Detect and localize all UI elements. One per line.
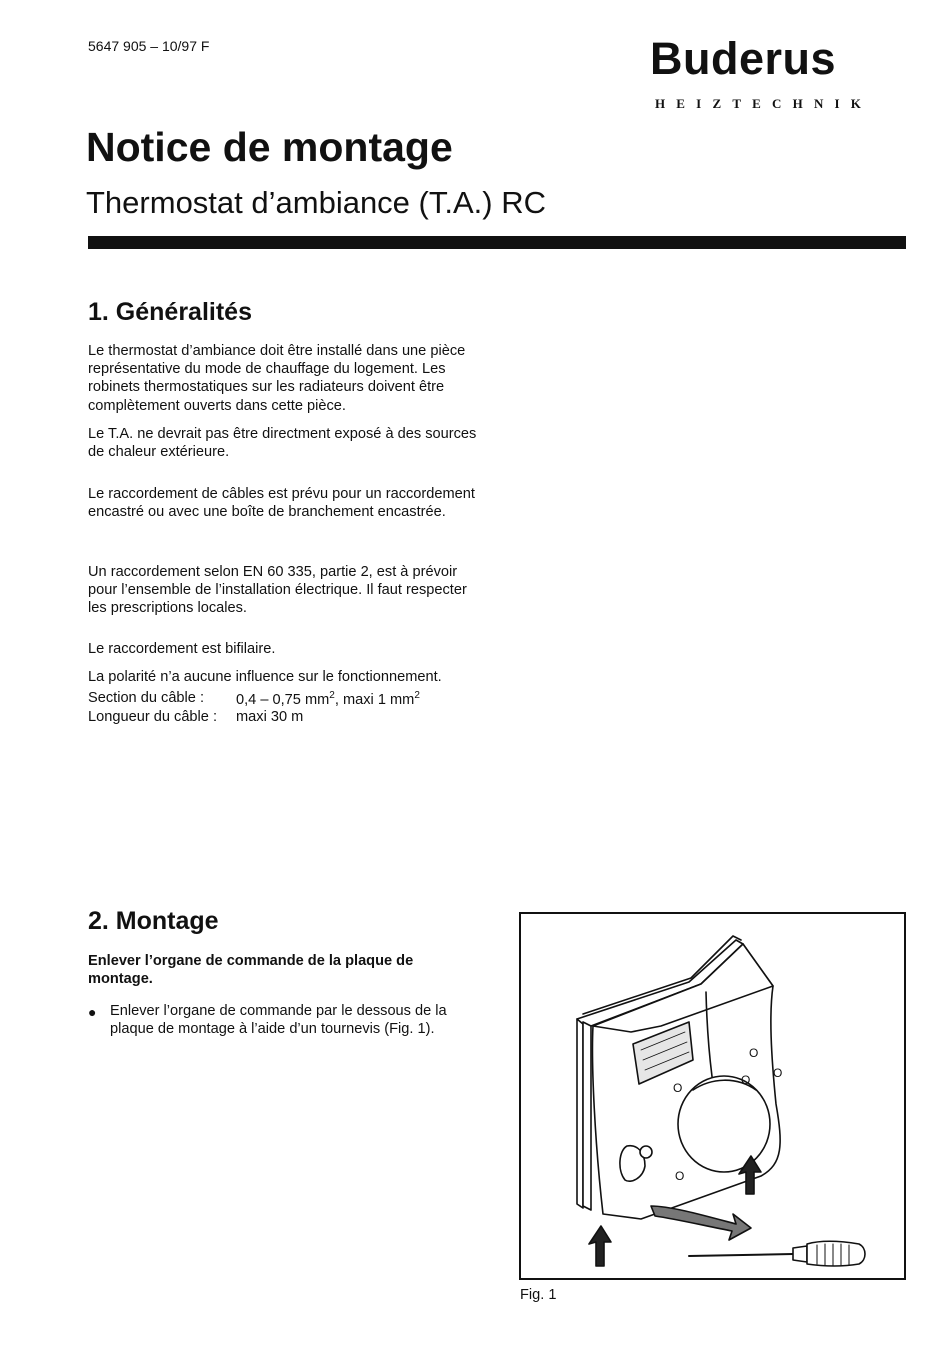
bullet-icon: ● (88, 1004, 97, 1020)
cable-section-value (236, 690, 420, 708)
section-heading-generalites: 1. Généralités (88, 298, 252, 326)
dial-mark-5: O (773, 1066, 783, 1080)
cable-section-value-a: 0,4 – 0,75 mm (236, 691, 330, 708)
thermostat-illustration (521, 914, 904, 1278)
cable-section-sup-b: 2 (414, 690, 420, 701)
paragraph-two-wire: Le raccordement est bifilaire. (88, 641, 276, 657)
paragraph-polarity: La polarité n’a aucune influence sur le fonctionnement. (88, 669, 442, 685)
paragraph-standard: Un raccordement selon EN 60 335, partie 2, est à prévoir pour l’ensemble de l’installation électrique. Il faut respecter les prescriptions locales. (88, 564, 467, 617)
page-subtitle: Thermostat d’ambiance (T.A.) RC (86, 185, 546, 220)
dial-mark-3: O (673, 1081, 683, 1095)
cable-length-value: maxi 30 m (236, 709, 304, 725)
title-rule (88, 236, 906, 249)
montage-instruction: Enlever l’organe de commande par le dessous de la plaque de montage à l’aide d’un tournevis (Fig. 1). (110, 1003, 447, 1038)
dial-mark-4: O (675, 1169, 685, 1183)
page-title: Notice de montage (86, 124, 453, 170)
cable-section-value-b: , maxi 1 mm (334, 691, 415, 708)
cable-section-label: Section du câble : (88, 690, 205, 706)
cable-section-sup-a: 2 (329, 690, 335, 701)
brand-tagline: HEIZTECHNIK (655, 96, 873, 111)
section-heading-montage: 2. Montage (88, 907, 219, 935)
brand-logo: Buderus (650, 33, 837, 84)
document-reference: 5647 905 – 10/97 F (88, 38, 210, 54)
cable-length-label: Longueur du câble : (88, 709, 218, 725)
dial-mark-1: O (749, 1046, 759, 1060)
montage-subheading: Enlever l’organe de commande de la plaque de montage. (88, 953, 414, 988)
figure-caption: Fig. 1 (520, 1287, 557, 1303)
figure-1-frame (519, 912, 906, 1280)
paragraph-heat-sources: Le T.A. ne devrait pas être directment exposé à des sources de chaleur extérieure. (88, 426, 477, 461)
dial-mark-2: O (741, 1073, 751, 1087)
paragraph-cable-connection: Le raccordement de câbles est prévu pour un raccordement encastré ou avec une boîte de branchement encastrée. (88, 486, 475, 521)
paragraph-installation: Le thermostat d’ambiance doit être installé dans une pièce représentative du mode de chauffage du logement. Les robinets thermostatiques sur les radiateurs doivent être complètement ouverts dans cette pièce. (88, 343, 466, 414)
